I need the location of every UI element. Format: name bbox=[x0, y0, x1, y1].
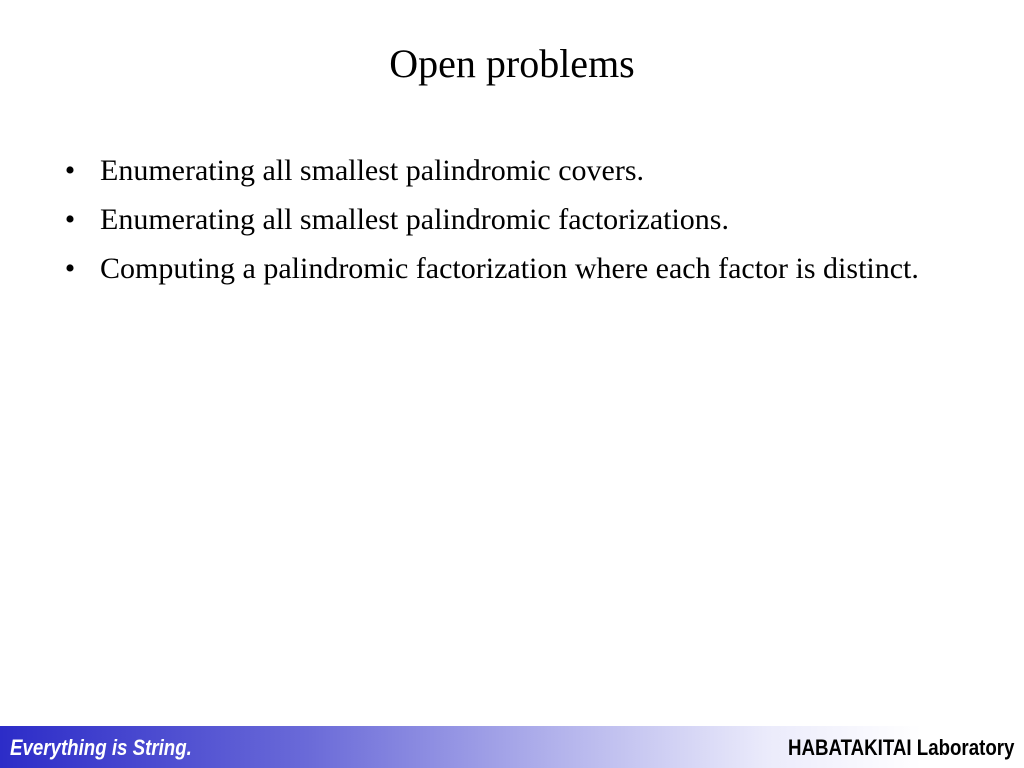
footer-lab-name: HABATAKITAI Laboratory bbox=[787, 735, 1014, 760]
bullet-marker: • bbox=[64, 154, 76, 187]
bullet-item bbox=[60, 199, 960, 240]
bullet-text: Enumerating all smallest palindromic factorizations. bbox=[100, 203, 729, 236]
bullet-item bbox=[60, 248, 960, 289]
slide-title: Open problems bbox=[389, 41, 635, 86]
bullet-text: Enumerating all smallest palindromic covers. bbox=[100, 154, 645, 187]
footer-tagline: Everything is String. bbox=[10, 735, 192, 760]
bullet-marker: • bbox=[64, 203, 76, 236]
bullet-item bbox=[60, 150, 960, 191]
bullet-marker: • bbox=[64, 252, 76, 285]
bullet-list bbox=[60, 150, 960, 297]
bullet-text: Computing a palindromic factorization where each factor is distinct. bbox=[100, 252, 919, 285]
